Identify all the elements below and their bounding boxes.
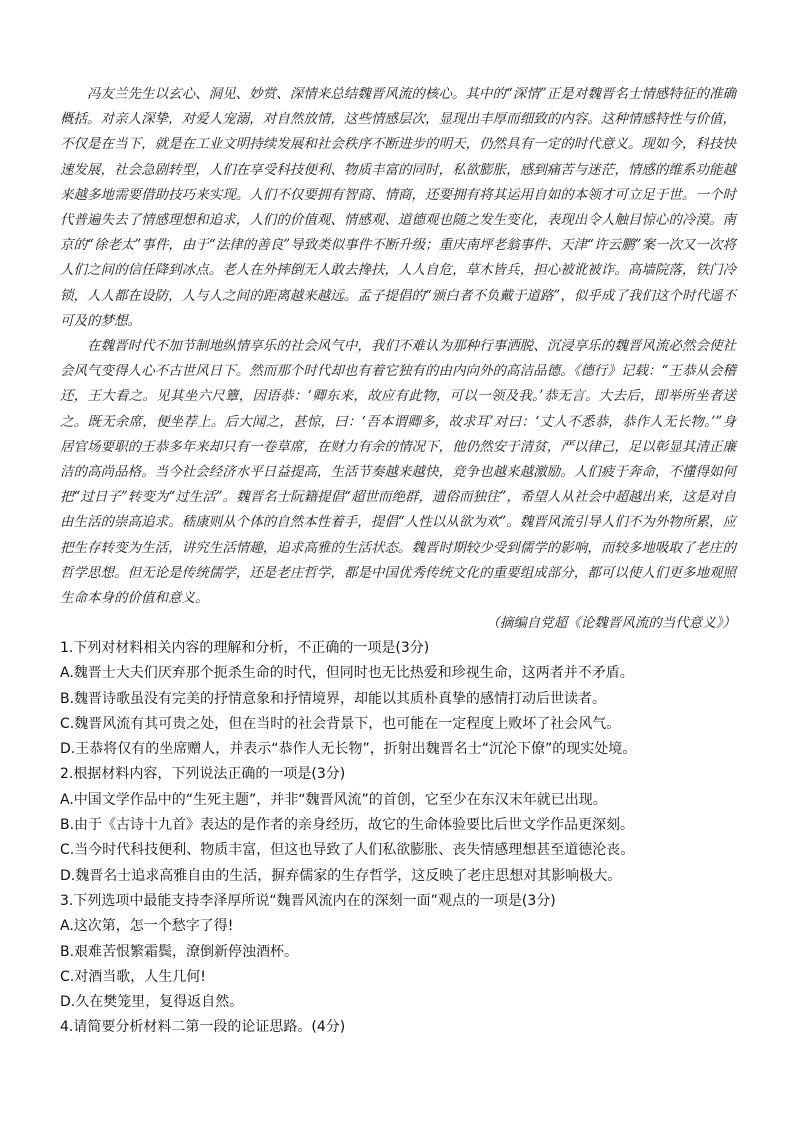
question-1-option-b: B.魏晋诗歌虽没有完美的抒情意象和抒情境界，却能以其质朴真挚的感情打动后世读者。 [60,690,607,707]
passage-paragraph-1: 冯友兰先生以玄心、洞见、妙赏、深情来总结魏晋风流的核心。其中的“深情”正是对魏晋名士情感特征的准确概括。对亲人深挚，对爱人宠溺，对自然放情，这些情感层次，显现出丰厚而细致的内容。这种情感特性与价值，不仅是在当下，就是在工业文明持续发展和社会秩序不断进步的明天，仍然具有一定的时代意义。现如今，科技快速发展，社会急剧转型，人们在享受科技便利、物质丰富的同时，私欲膨胀，感到痛苦与迷茫，情感的维系功能越来越多地需要借助技巧来实现。人们不仅要拥有智商、情商，还要拥有将其运用自如的本领才可立足于世。一个时代普遍失去了情感理想和追求，人们的价值观、情感观、道德观也随之发生变化，表现出令人触目惊心的冷漠。南京的“徐老太”事件，由于“法律的善良”导致类似事件不断升级；重庆南坪老翁事件、天津“许云鹏”案一次又一次将人们之间的信任降到冰点。老人在外摔倒无人敢去搀扶，人人自危，草木皆兵，担心被讹被诈。高墙院落，铁门冷锁，人人都在设防，人与人之间的距离越来越远。孟子提倡的“颁白者不负戴于道路”，似乎成了我们这个时代遥不可及的梦想。 [60,86,736,329]
question-2-option-a: A.中国文学作品中的“生死主题”，并非“魏晋风流”的首创，它至少在东汉末年就已出现。 [60,791,607,808]
reading-passage [60,82,736,636]
question-3-option-a: A.这次第，怎一个愁字了得! [60,918,234,935]
question-1-stem: 1.下列对材料相关内容的理解和分析，不正确的一项是(3分) [60,640,430,656]
passage-paragraph-2: 在魏晋时代不加节制地纵情享乐的社会风气中，我们不难认为那种行事洒脱、沉浸享乐的魏晋风流必然会使社会风气变得人心不古世风日下。然而那个时代却也有着它独有的由内向外的高洁品德。《德行》记载：“王恭从会稽还，王大看之。见其坐六尺簟，因语恭：‘卿东来，故应有此物，可以一领及我。’恭无言。大去后，即举所坐者送之。既无余席，便坐荐上。后大闻之，甚惊，曰：‘吾本谓卿多，故求耳’对曰：‘丈人不悉恭，恭作人无长物。’”身居官场要职的王恭多年来却只有一卷草席，在财力有余的情况下，他仍然安于清贫，严以律己，足以彰显其清正廉洁的高尚品格。当今社会经济水平日益提高，生活节奏越来越快，竞争也越来越激励。人们疲于奔命，不懂得如何把“过日子”转变为“过生活”。魏晋名士阮籍提倡“超世而绝群，遗俗而独往”，希望人从社会中超越出来，这是对自由生活的崇高追求。嵇康则从个体的自然本性着手，提倡“人性以从欲为欢”。魏晋风流引导人们不为外物所累，应把生存转变为生活，讲究生活情趣，追求高雅的生活状态。魏晋时期较少受到儒学的影响，而较多地吸取了老庄的哲学思想。但无论是传统儒学，还是老庄哲学，都是中国优秀传统文化的重要组成部分，都可以使人们更多地观照生命本身的价值和意义。 [60,338,736,607]
question-2-option-b: B.由于《古诗十九首》表达的是作者的亲身经历，故它的生命体验要比后世文学作品更深刻。 [60,817,635,834]
question-4-stem: 4.请简要分析材料二第一段的论证思路。(4分) [60,1019,346,1036]
question-3-stem: 3.下列选项中最能支持李泽厚所说“魏晋风流内在的深刻一面”观点的一项是(3分) [60,892,556,909]
question-2-stem: 2.根据材料内容，下列说法正确的一项是(3分) [60,766,346,783]
passage-source: （摘编自党超《论魏晋风流的当代意义》） [486,615,736,632]
question-2-option-c: C.当今时代科技便利、物质丰富，但这也导致了人们私欲膨胀、丧失情感理想甚至道德沦丧。 [60,842,635,859]
question-3-option-d: D.久在樊笼里，复得返自然。 [60,994,244,1011]
question-1-option-d: D.王恭将仅有的坐席赠人，并表示“恭作人无长物”，折射出魏晋名士“沉沦下僚”的现实处境。 [60,741,637,758]
question-3-option-c: C.对酒当歌，人生几何! [60,968,206,985]
question-2-option-d: D.魏晋名士追求高雅自由的生活，摒弃儒家的生存哲学，这反映了老庄思想对其影响极大。 [60,867,622,884]
question-list [60,636,736,1041]
question-1-option-a: A.魏晋士大夫们厌弃那个扼杀生命的时代，但同时也无比热爱和珍视生命，这两者并不矛盾。 [60,665,634,682]
question-1-option-c: C.魏晋风流有其可贵之处，但在当时的社会背景下，也可能在一定程度上败坏了社会风气。 [60,715,621,732]
question-3-option-b: B.艰难苦恨繁霜鬓，潦倒新停浊酒杯。 [60,943,299,960]
